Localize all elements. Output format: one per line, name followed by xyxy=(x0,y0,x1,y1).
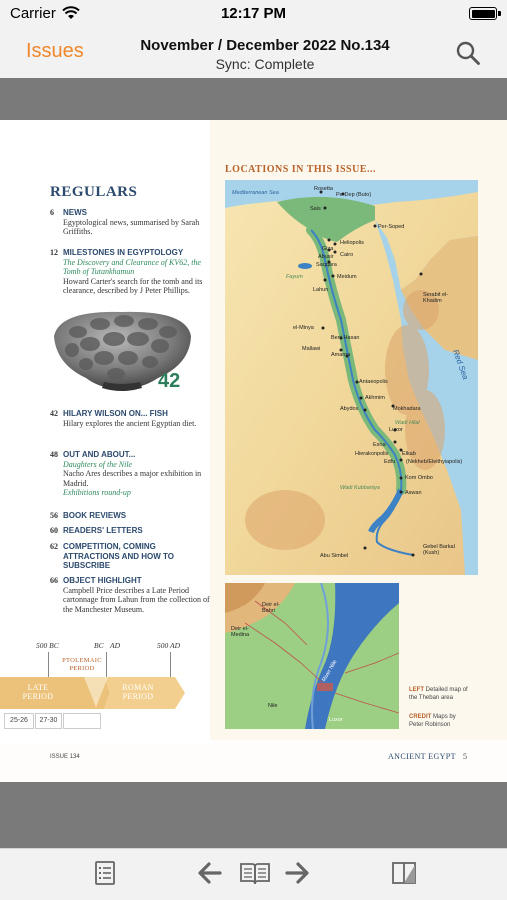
toc-title: OUT AND ABOUT... xyxy=(63,450,136,459)
table-of-contents-icon[interactable] xyxy=(91,859,119,887)
map-label-place: Mokhadara xyxy=(393,406,421,412)
map-label-red-sea: Red Sea xyxy=(451,348,471,381)
toc-title: COMPETITION, COMING ATTRACTIONS AND HOW TO SUBSCRIBE xyxy=(63,542,174,570)
toc-item-readers-letters[interactable] xyxy=(50,526,210,536)
search-icon[interactable] xyxy=(455,40,481,66)
map-label-place: Abu Simbel xyxy=(320,553,349,559)
map-label-place: Edfu xyxy=(384,459,396,465)
map-caption-left xyxy=(409,687,469,702)
carrier-label: Carrier xyxy=(10,5,56,22)
map-label-place: Serabit el-Khadim xyxy=(423,292,449,304)
map-label-place: Giza xyxy=(322,246,334,252)
map-label-place: Antaeopolis xyxy=(359,379,388,385)
toc-description: Hilary explores the ancient Egyptian diet. xyxy=(63,418,197,428)
toc-title: OBJECT HIGHLIGHT xyxy=(63,576,142,585)
timeline-date: 500 AD xyxy=(157,641,180,650)
toc-description: Howard Carter's search for the tomb and its clearance, described by J Peter Phillips. xyxy=(63,276,203,295)
toc-item-out-and-about[interactable] xyxy=(50,450,210,498)
toc-description: Campbell Price describes a Late Period cartonnage from Lahun from the collection of the Manchester Museum. xyxy=(63,585,210,614)
map-label-wadi-hilal: Wadi Hilal xyxy=(395,420,420,426)
toc-number: 56 xyxy=(50,511,58,520)
toc-number: 6 xyxy=(50,208,54,217)
map-caption-credit xyxy=(409,714,469,729)
toc-number: 60 xyxy=(50,526,58,535)
map-label-fayum: Fayum xyxy=(286,274,303,280)
map-heading: LOCATIONS IN THIS ISSUE... xyxy=(225,164,377,175)
page-footer-number: 5 xyxy=(463,752,467,761)
toc-description: Nacho Ares describes a major exhibition in Madrid. xyxy=(63,469,202,488)
caption-text: Maps by Peter Robinson xyxy=(409,714,456,728)
toc-description: Egyptological news, summarised by Sarah Griffiths. xyxy=(63,217,200,236)
map-label-place: Kom Ombo xyxy=(405,475,433,481)
map-label-place: Elkab xyxy=(402,451,416,457)
dynasty-cell: 27-30 xyxy=(35,713,62,729)
caption-text: Detailed map of the Theban area xyxy=(409,687,468,701)
reader-bottom-margin xyxy=(0,782,507,848)
battery-tip xyxy=(498,11,501,16)
map-label-place: Pe-Dep (Buto) xyxy=(336,192,372,198)
map-label-place: Beni Hasan xyxy=(331,335,360,341)
map-label-place: Amarna xyxy=(331,352,351,358)
theban-label: Deir el-Bahri xyxy=(262,602,280,614)
dynasty-cell: 25-26 xyxy=(4,713,34,729)
toc-item-book-reviews[interactable] xyxy=(50,511,210,521)
period-late: LATE PERIOD xyxy=(22,683,54,701)
toc-title: READERS' LETTERS xyxy=(63,526,143,535)
clock: 12:17 PM xyxy=(220,5,287,22)
toc-item-object-highlight[interactable] xyxy=(50,576,210,614)
timeline-date: 500 BC xyxy=(36,641,59,650)
next-arrow-icon[interactable] xyxy=(284,859,312,887)
map-label-place: (Nekheb/Eleithyiapolis) xyxy=(406,459,463,465)
map-label-place: Akhmim xyxy=(365,395,385,401)
toc-number: 12 xyxy=(50,248,58,257)
image-page-number: 42 xyxy=(158,370,181,392)
map-label-wadi-kubbaniya: Wadi Kubbaniya xyxy=(340,485,380,491)
toc-extra: Exhibitions round-up xyxy=(63,488,131,497)
map-label-place: el-Minya xyxy=(293,325,314,331)
map-label-place: Mallawi xyxy=(302,346,321,352)
open-book-icon[interactable] xyxy=(239,859,271,887)
toc-subtitle: The Discovery and Clearance of KV62, the Tomb of Tutankhamun xyxy=(63,257,201,276)
theban-label: River Nile xyxy=(321,659,339,683)
toc-item-hilary-wilson[interactable] xyxy=(50,409,210,428)
map-label-place: Saqqara xyxy=(316,262,337,268)
theban-area-map xyxy=(225,583,399,729)
map-label-place: Esna xyxy=(373,442,386,448)
page-layout-icon[interactable] xyxy=(390,859,418,887)
toc-title: BOOK REVIEWS xyxy=(63,511,127,520)
map-label-place: Hierakonpolis xyxy=(355,451,389,457)
toc-number: 66 xyxy=(50,576,58,585)
sync-status: Sync: Complete xyxy=(215,56,315,72)
theban-label: Nile xyxy=(268,703,278,709)
toc-number: 62 xyxy=(50,542,58,551)
toc-title: HILARY WILSON ON... FISH xyxy=(63,409,168,418)
bottom-toolbar xyxy=(0,848,507,900)
toc-number: 42 xyxy=(50,409,58,418)
theban-label: Luxor xyxy=(329,717,343,723)
toc-item-news[interactable] xyxy=(50,208,210,237)
toc-item-competition[interactable] xyxy=(50,542,175,571)
reader-top-margin xyxy=(0,78,507,120)
map-label-place: Meidum xyxy=(337,274,357,280)
timeline-date: AD xyxy=(110,641,120,650)
toc-title: MILESTONES IN EGYPTOLOGY xyxy=(63,248,184,257)
page-footer-issue: ISSUE 134 xyxy=(50,754,80,760)
period-timeline xyxy=(0,635,210,745)
toc-title: NEWS xyxy=(63,208,87,217)
timeline-date: BC xyxy=(94,641,104,650)
map-label-place: Per-Soped xyxy=(378,224,405,230)
caption-tag: LEFT xyxy=(409,687,424,693)
theban-label: Deir el-Medina xyxy=(231,626,250,638)
issues-back-button[interactable]: Issues xyxy=(26,40,84,62)
map-label-sea: Mediterranean Sea xyxy=(232,190,279,196)
map-label-place: Gebel Barkal (Kush) xyxy=(423,544,455,556)
issue-title: November / December 2022 No.134 xyxy=(140,37,390,54)
status-bar xyxy=(0,0,507,30)
map-label-place: Rosetta xyxy=(314,186,333,192)
map-label-place: Abusir xyxy=(318,254,334,260)
battery-icon xyxy=(469,7,497,20)
map-label-place: Cairo xyxy=(340,252,354,258)
toc-item-milestones[interactable] xyxy=(50,248,210,296)
magazine-page[interactable] xyxy=(0,120,507,782)
navigation-bar xyxy=(0,30,507,78)
dynasty-cell-empty xyxy=(63,713,101,729)
regulars-heading: REGULARS xyxy=(50,184,138,200)
map-label-place: Heliopolis xyxy=(340,240,364,246)
page-footer-title: ANCIENT EGYPT xyxy=(388,752,456,761)
period-roman: ROMAN PERIOD xyxy=(122,683,154,701)
previous-arrow-icon[interactable] xyxy=(195,859,223,887)
map-label-place: Abydos xyxy=(340,406,359,412)
map-label-place: Aswan xyxy=(405,490,422,496)
map-label-place: Luxor xyxy=(389,427,403,433)
map-label-place: Lahun xyxy=(313,287,329,293)
map-label-place: Sais xyxy=(310,206,321,212)
period-ptolemaic: PTOLEMAIC PERIOD xyxy=(62,657,102,672)
toc-subtitle: Daughters of the Nile xyxy=(63,459,133,469)
caption-tag: CREDIT xyxy=(409,714,432,720)
toc-number: 48 xyxy=(50,450,58,459)
